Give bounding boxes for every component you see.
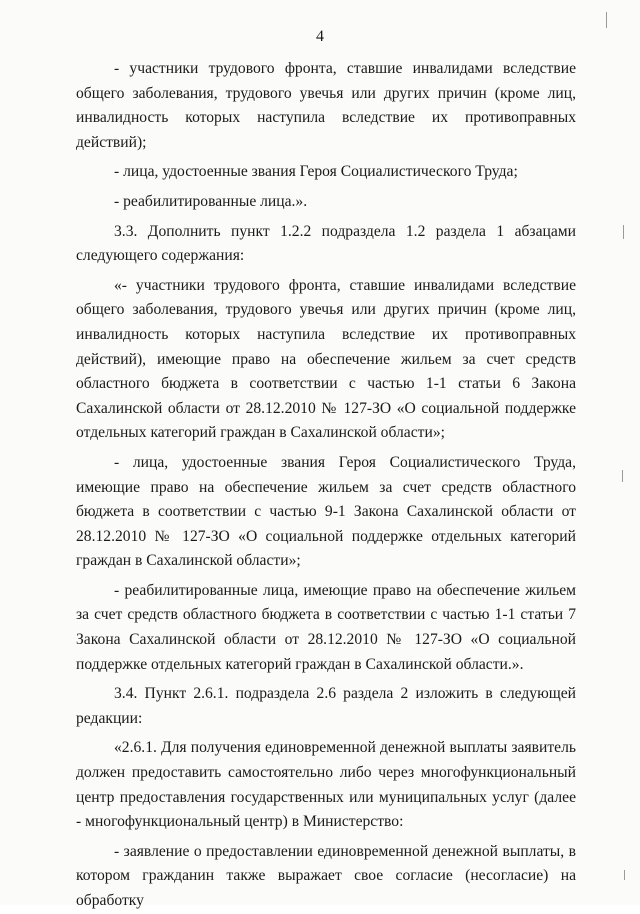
paragraph-rehabilitated: - реабилитированные лица.». (114, 192, 308, 210)
paragraph-labor-front-invalids: - участники трудового фронта, ставшие инвалидами вследствие общего заболевания, трудового увечья или других причин (кроме лиц, инвалидность которых наступила вследствие их противоправных действий); (76, 60, 576, 151)
scan-artifact (622, 470, 623, 482)
document-body (76, 57, 576, 914)
paragraph-2-6-1: «2.6.1. Для получения единовременной денежной выплаты заявитель должен предоставить самостоятельно либо через многофункциональный центр предоставления государственных или муниципальных услуг (далее - многофункциональный центр) в Министерство: (76, 739, 576, 831)
paragraph-3-4: 3.4. Пункт 2.6.1. подраздела 2.6 раздела 2 изложить в следующей редакции: (76, 685, 576, 727)
scan-artifact (624, 870, 625, 880)
paragraph-3-3-hero: - лица, удостоенные звания Героя Социалистического Труда, имеющие право на обеспечение жильем за счет средств областного бюджета в соответствии с частью 9-1 Закона Сахалинской области от 28.12.2010 № 127-ЗО «О социальной поддержке отдельных категорий граждан в Сахалинской области»; (76, 453, 576, 570)
paragraph-3-3-labor-front: «- участники трудового фронта, ставшие инвалидами вследствие общего заболевания, трудового увечья или других причин (кроме лиц, инвалидность которых наступила вследствие их противоправных действий), имеющие право на обеспечение жильем за счет средств областного бюджета в соответствии с частью 1-1 статьи 6 Закона Сахалинской области от 28.12.2010 № 127-ЗО «О социальной поддержке отдельных категорий граждан в Сахалинской области»; (76, 276, 576, 442)
paragraph-3-3-rehabilitated: - реабилитированные лица, имеющие право на обеспечение жильем за счет средств областного бюджета в соответствии с частью 1-1 статьи 7 Закона Сахалинской области от 28.12.2010 № 127-ЗО «О социальной поддержке отдельных категорий граждан в Сахалинской области.». (76, 581, 576, 673)
paragraph-application: - заявление о предоставлении единовременной денежной выплаты, в котором гражданин также выражает свое согласие (несогласие) на обработку (76, 842, 576, 909)
scan-artifact (606, 12, 607, 28)
paragraph-3-3: 3.3. Дополнить пункт 1.2.2 подраздела 1.2 раздела 1 абзацами следующего содержания: (76, 222, 576, 265)
paragraph-hero-socialist-labor: - лица, удостоенные звания Героя Социалистического Труда; (114, 163, 518, 181)
page-number: 4 (316, 28, 324, 45)
scan-artifact (623, 225, 624, 239)
